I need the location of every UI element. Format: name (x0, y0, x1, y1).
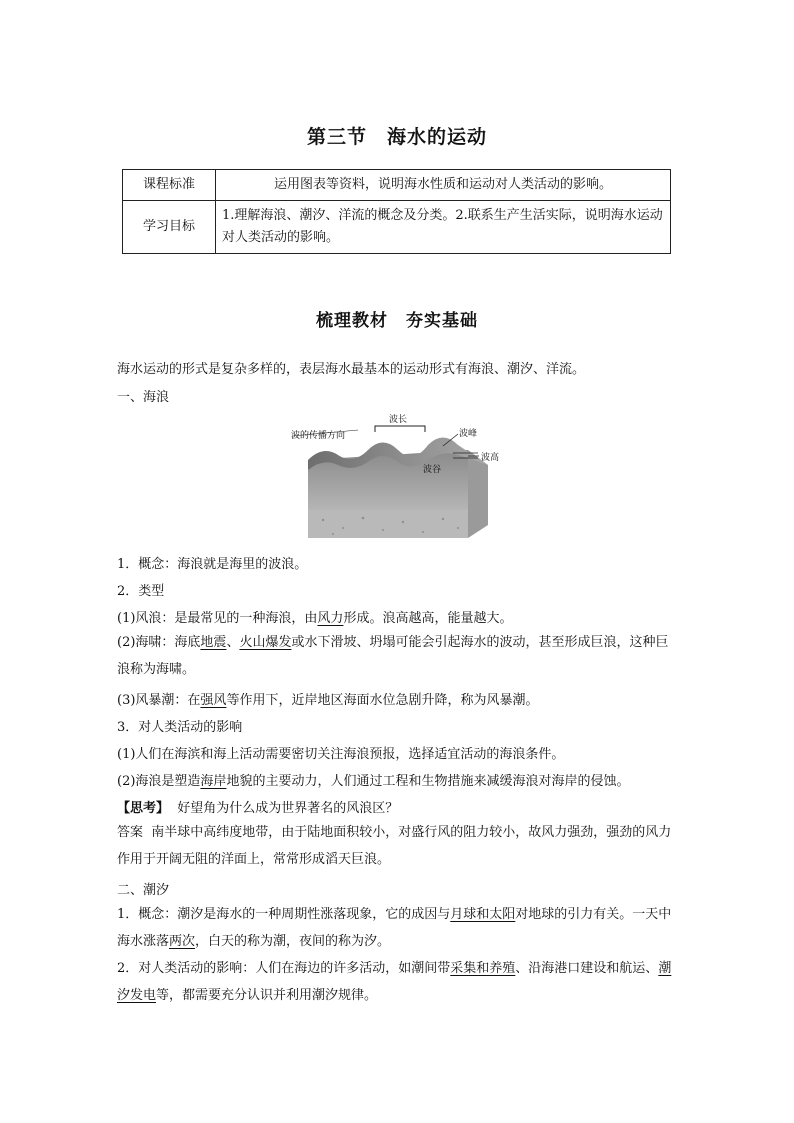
underlined-term: 风力 (317, 611, 344, 626)
text-span: 或水下滑坡、坍塌可能会引起海水的波动，甚至形成巨浪，这种巨浪称为海啸。 (117, 635, 669, 677)
text-span: 1．概念：潮汐是海水的一种周期性涨落现象，它的成因与 (117, 907, 451, 922)
standard-header: 课程标准 (123, 170, 216, 201)
waves-impact-1: (1)人们在海滨和海上活动需要密切关注海浪预报，选择适宜活动的海浪条件。 (117, 747, 565, 762)
text-span: (3)风暴潮：在 (117, 693, 201, 708)
text-span: 、 (226, 635, 240, 650)
curriculum-table (122, 169, 671, 254)
text-span: 对地球的引力有关。一天中海水涨落 (117, 907, 672, 949)
wave-block-illustration (283, 410, 513, 540)
label-trough: 波谷 (423, 465, 442, 475)
think-tag: 【思考】 (117, 801, 170, 816)
text-span: (2)海啸：海底 (117, 635, 201, 650)
waves-concept: 1．概念：海浪就是海里的波浪。 (117, 557, 308, 572)
underlined-term: 两次 (169, 934, 196, 949)
wave-type-3 (117, 689, 677, 708)
standard-text: 运用图表等资料，说明海水性质和运动对人类活动的影响。 (216, 170, 671, 201)
waves-impact-heading: 3．对人类活动的影响 (117, 720, 243, 735)
answer-tag: 答案 (117, 825, 144, 840)
heading-waves: 一、海浪 (117, 390, 170, 405)
wave-type-1 (117, 607, 677, 626)
section-title: 梳理教材 夯实基础 (316, 311, 478, 331)
underlined-term: 地震 (200, 635, 227, 650)
text-span: 南半球中高纬度地带，由于陆地面积较小，对盛行风的阻力较小，故风力强劲，强劲的风力作用于开阔无阻的洋面上，常常形成滔天巨浪。 (117, 825, 672, 867)
underlined-term: 海岸 (200, 774, 227, 789)
text-span: 好望角为什么成为世界著名的风浪区？ (177, 801, 399, 816)
label-crest: 波峰 (459, 429, 478, 439)
page-title: 第三节 海水的运动 (306, 126, 487, 148)
underlined-term: 火山爆发 (239, 635, 292, 650)
text-span: 2．对人类活动的影响：人们在海边的许多活动，如潮间带 (117, 961, 451, 976)
text-span: ，白天的称为潮，夜间的称为汐。 (195, 934, 391, 949)
wave-diagram (283, 410, 513, 540)
text-span: 形成。浪高越高，能量越大。 (343, 611, 513, 626)
text-span: (2)海浪是塑造 (117, 774, 201, 789)
wave-type-2 (117, 629, 677, 683)
text-span: (1)风浪：是最常见的一种海浪，由 (117, 611, 318, 626)
heading-tides: 二、潮汐 (117, 883, 170, 898)
objective-text: 1.理解海浪、潮汐、洋流的概念及分类。2.联系生产生活实际，说明海水运动对人类活动的影响。 (216, 201, 671, 254)
tides-impact (117, 955, 677, 1009)
intro-text: 海水运动的形式是复杂多样的，表层海水最基本的运动形式有海浪、潮汐、洋流。 (117, 362, 586, 377)
text-span: 等，都需要充分认识并利用潮汐规律。 (156, 988, 378, 1003)
text-span: 、沿海港口建设和航运、 (515, 961, 659, 976)
text-span: 地貌的主要动力，人们通过工程和生物措施来减缓海浪对海岸的侵蚀。 (226, 774, 630, 789)
underlined-term: 潮汐发电 (117, 961, 672, 1003)
label-direction: 波的传播方向 (291, 431, 346, 441)
underlined-term: 月球和太阳 (450, 907, 516, 922)
objective-header: 学习目标 (123, 201, 216, 254)
table-row (123, 170, 671, 201)
label-height: 波高 (481, 453, 500, 463)
think-answer (117, 819, 677, 873)
waves-types: 2．类型 (117, 584, 165, 599)
label-wavelength: 波长 (389, 415, 408, 425)
underlined-term: 采集和养殖 (450, 961, 516, 976)
text-span: 等作用下，近岸地区海面水位急剧升降，称为风暴潮。 (226, 693, 539, 708)
think-question (117, 797, 677, 816)
tides-concept (117, 901, 677, 955)
table-row (123, 201, 671, 254)
underlined-term: 强风 (200, 693, 227, 708)
waves-impact-2 (117, 770, 677, 789)
